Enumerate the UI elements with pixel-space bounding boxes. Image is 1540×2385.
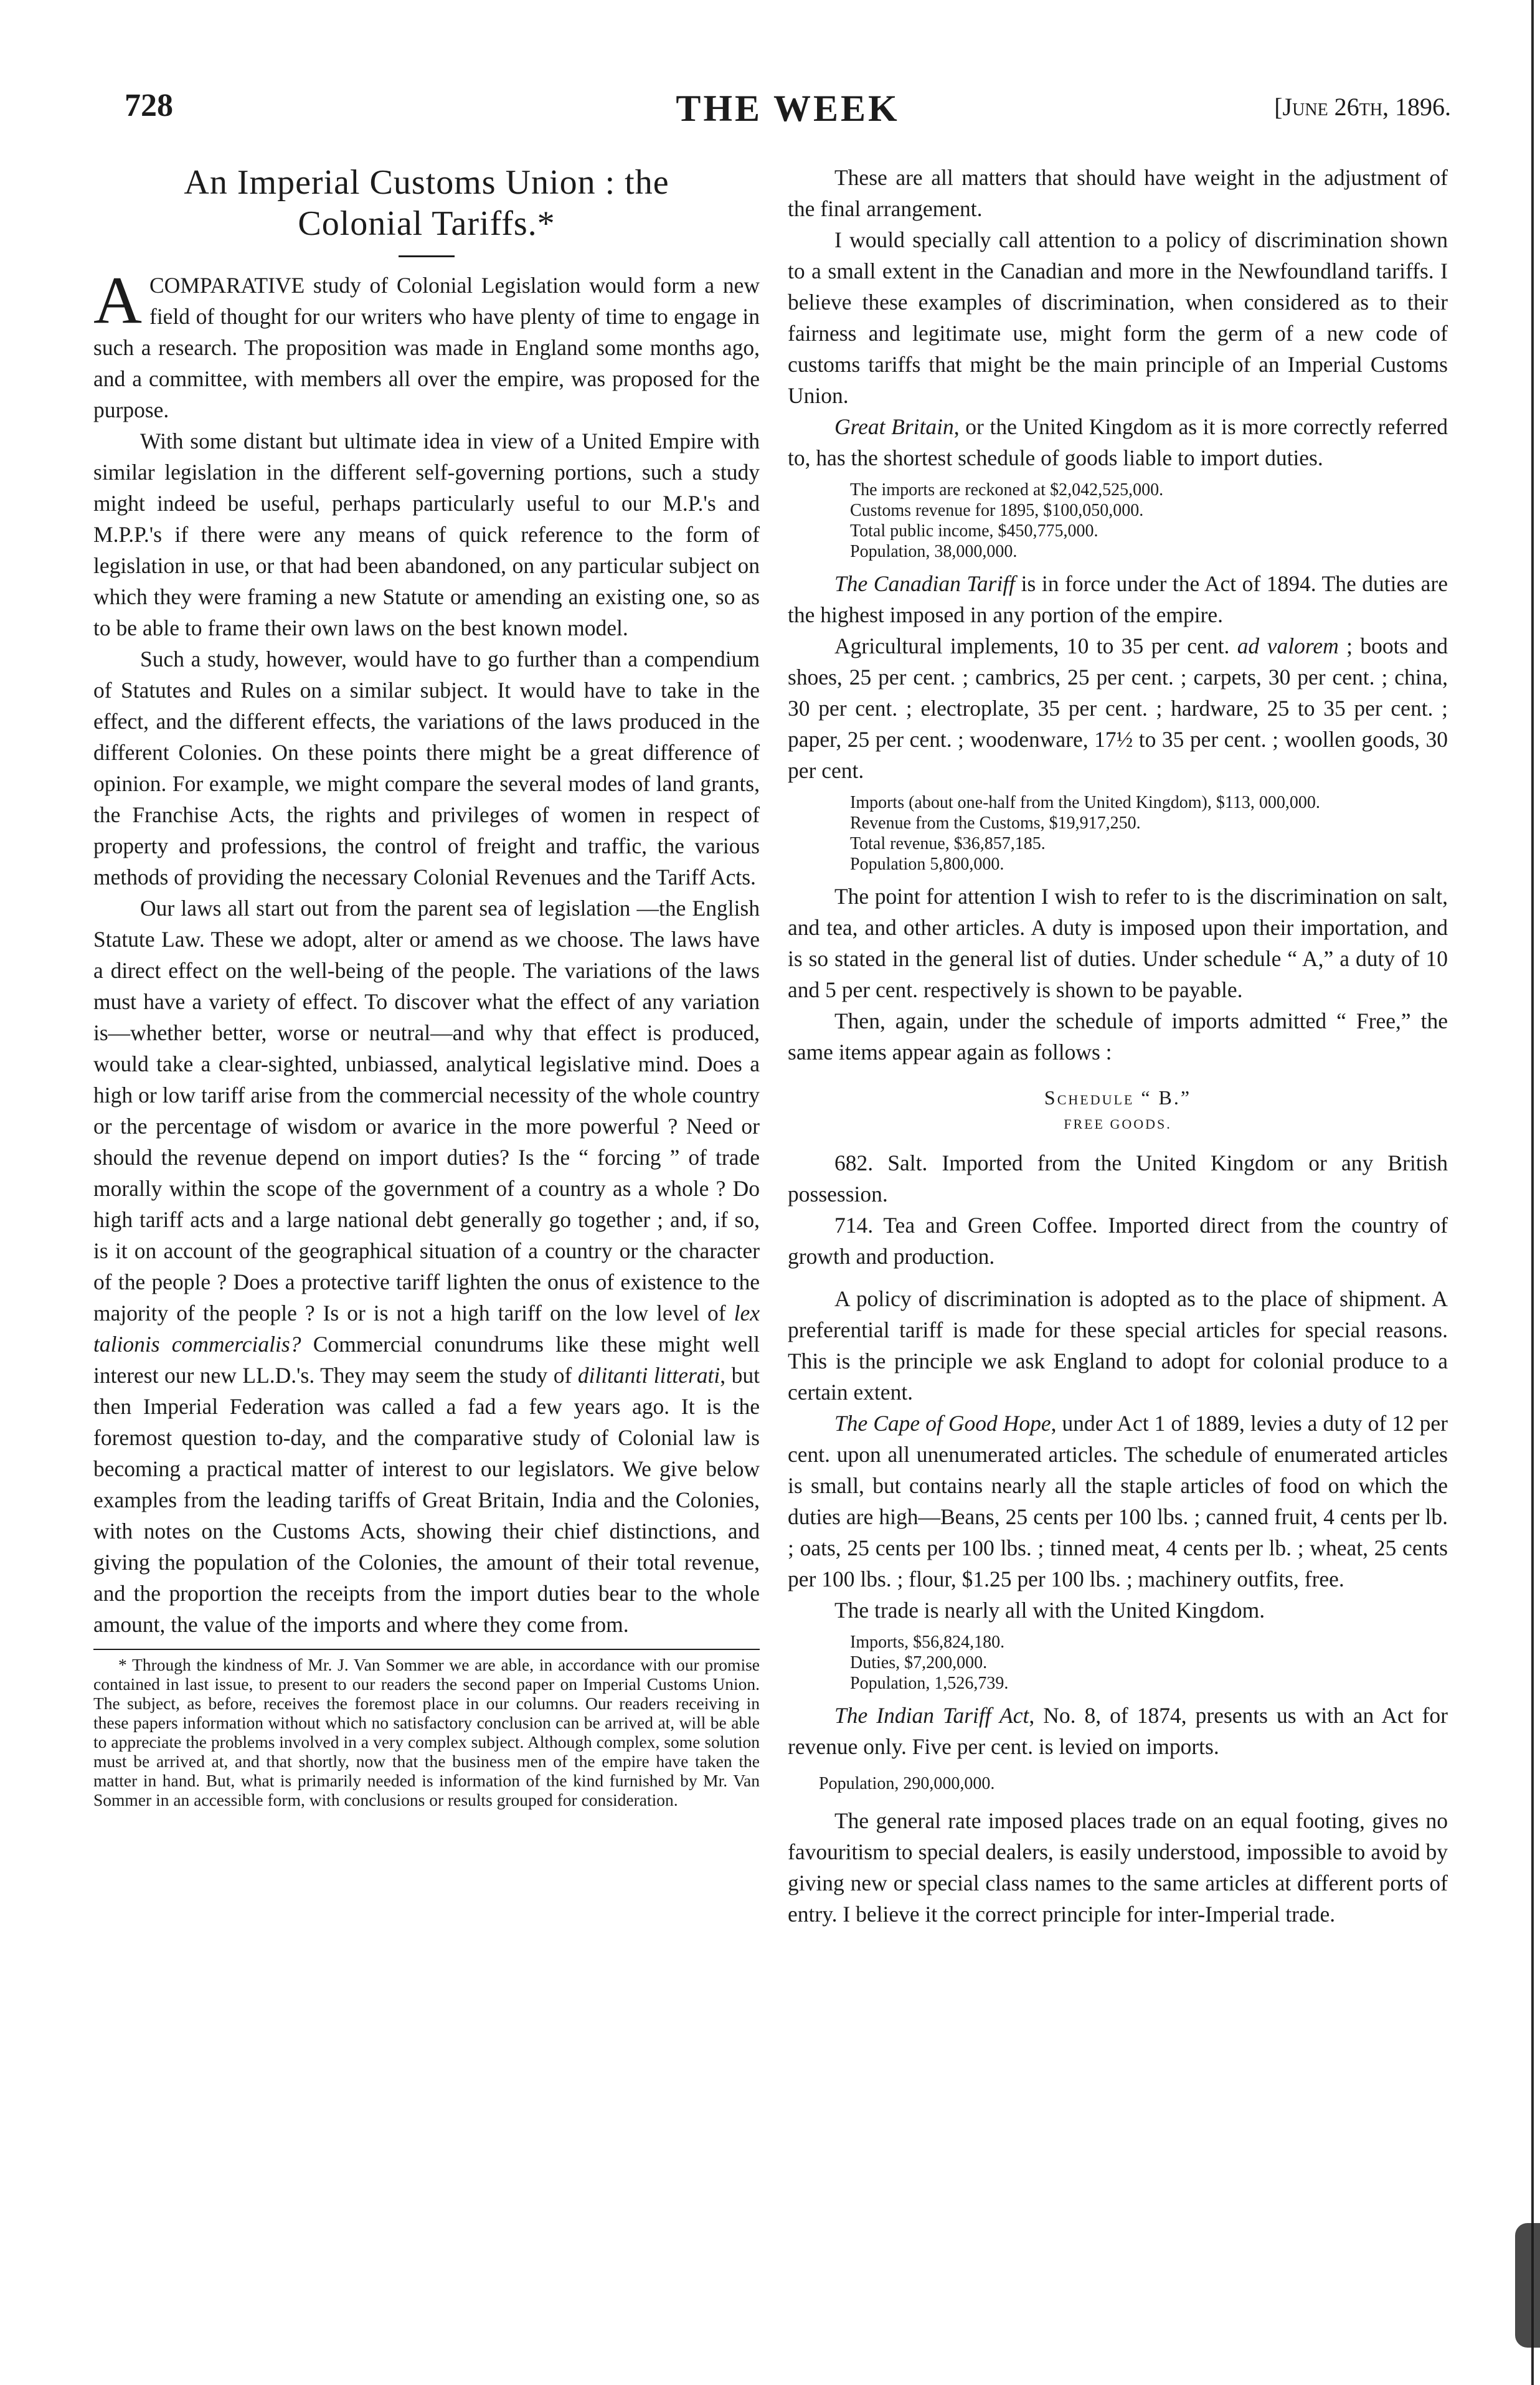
page-edge-smudge [1515,2223,1540,2348]
issue-date: [June 26th, 1896. [1274,93,1451,121]
schedule-item-682: 682. Salt. Imported from the United Kingdom or any British possession. [788,1150,1448,1207]
great-britain-stats [850,480,1448,562]
publication-title: THE WEEK [676,88,900,129]
stat-line: Duties, $7,200,000. [850,1653,988,1672]
page-edge-line [1531,0,1534,2385]
paragraph-text: COMPARATIVE study of Colonial Legislation would form a new field of thought for our writers who have plenty of time to engage in such a research. The proposition was made in England some months ago, and a committee, with members all over the empire, was proposed for the purpose. [93,273,760,422]
paragraph-india [788,1700,1448,1762]
italic-phrase: The Canadian Tariff [834,571,1016,596]
headline-rule [399,255,455,257]
schedule-item-714: 714. Tea and Green Coffee. Imported direct from the country of growth and production. [788,1213,1448,1269]
page-number: 728 [125,88,173,123]
paragraph: Then, again, under the schedule of imports admitted “ Free,” the same items appear again as follows : [788,1008,1448,1064]
paragraph: I would specially call attention to a policy of discrimination shown to a small extent in the Canadian and more in the Newfoundland tariffs. I believe these examples of discrimination, when considered as to their fairness and legitimate use, might form the germ of a new code of customs tariffs that might be the main principle of an Imperial Customs Union. [788,227,1448,408]
paragraph-text: Our laws all start out from the parent sea of legislation —the English Statute Law. These we adopt, alter or amend as we choose. The laws have a direct effect on the well-being of the people. The variations of the laws must have a variety of effect. To discover what the effect of any variation is—whether better, worse or neutral—and why that effect is produced, would take a clear-sighted, unbiassed, analytical legislative mind. Does a high or low tariff arise from the commercial necessity of the whole country or the percentage of wisdom or avarice in the more powerful ? Need or should the revenue depend on import duties? Is the “ forcing ” of trade morally within the scope of the government of a country as a whole ? Do high tariff acts and a large national debt generally go together ; and, if so, is it on account of the geographical situation of a country or the character of the people ? Does a protective tariff lighten the onus of existence to the majority of the people ? Is or is not a high tariff on the low level of [93,896,760,1325]
stat-line: Population 5,800,000. [850,855,1004,874]
paragraph-text: , but then Imperial Federation was called a fad a few years ago. It is the foremost question to-day, and the comparative study of Colonial law is becoming a practical matter of interest to our legislators. We give below examples from the leading tariffs of Great Britain, India and the Colonies, with notes on the Customs Acts, showing their chief distinctions, and giving the population of the Colonies, the amount of their total revenue, and the proportion the receipts from the import duties bear to the whole amount, the value of the imports and where they come from. [93,1363,760,1637]
stat-line: Population, 1,526,739. [850,1674,1009,1693]
paragraph-canada [788,568,1448,630]
stat-line: Customs revenue for 1895, $100,050,000. [850,501,1144,520]
paragraph-text: , under Act 1 of 1889, levies a duty of 12 per cent. upon all unenumerated articles. The schedule of enumerated articles is small, but contains nearly all the staple articles of food on which the duties are high—Beans, 25 cents per 100 lbs. ; canned fruit, 4 cents per lb. ; oats, 25 cents per 100 lbs. ; tinned meat, 4 cents per lb. ; wheat, 25 cents per 100 lbs. ; flour, $1.25 per 100 lbs. ; machinery outfits, free. [788,1411,1448,1591]
schedule-title: Schedule “ B.” [1044,1086,1192,1109]
paragraph: Such a study, however, would have to go further than a compendium of Statutes and Rules on a similar subject. It would have to take in the effect, and the different effects, the variations of the laws produced in the different Colonies. On these points there might be a great difference of opinion. For example, we might compare the several modes of land grants, the Franchise Acts, the rights and privileges of women in respect of property and professions, the control of freight and traffic, the various methods of providing the necessary Colonial Revenues and the Tariff Acts. [93,647,760,889]
paragraph-text: , or the United Kingdom as it is more correctly referred to, has the shortest schedule of goods liable to import duties. [788,414,1448,470]
paragraph: The point for attention I wish to refer to is the discrimination on salt, and tea, and other articles. A duty is imposed upon their importation, and is so stated in the general list of duties. Under schedule “ A,” a duty of 10 and 5 per cent. respectively is shown to be payable. [788,884,1448,1002]
stat-line: Revenue from the Customs, $19,917,250. [850,813,1141,833]
italic-phrase: The Cape of Good Hope [834,1411,1051,1436]
paragraph-canada-duties [788,630,1448,786]
headline-line-2: Colonial Tariffs.* [298,204,555,243]
india-population: Population, 290,000,000. [819,1774,995,1793]
paragraph-text: Commercial conundrums like these might well interest our new LL.D.'s. They may seem the study of [93,1332,760,1388]
italic-phrase: dilitanti litterati [577,1363,720,1388]
paragraph: A policy of discrimination is adopted as to the place of shipment. A preferential tariff is made for these special articles for special reasons. This is the principle we ask England to adopt for colonial produce to a certain extent. [788,1286,1448,1405]
paragraph-great-britain [788,411,1448,473]
italic-phrase: Great Britain [834,414,954,439]
stat-line: The imports are reckoned at $2,042,525,000. [850,480,1164,500]
left-column [93,162,760,1809]
paragraph-cape [788,1408,1448,1595]
paragraph-text: , No. 8, of 1874, presents us with an Act for revenue only. Five per cent. is levied on imports. [788,1703,1448,1759]
cape-stats [850,1632,1448,1694]
paragraph-text: Agricultural implements, 10 to 35 per cent. [834,633,1230,658]
stat-line: Population, 38,000,000. [850,542,1018,561]
article-headline [93,162,760,244]
paragraph-text: is in force under the Act of 1894. The duties are the highest imposed in any portion of the empire. [788,571,1448,627]
paragraph [93,893,760,1640]
footnote: * Through the kindness of Mr. J. Van Sommer we are able, in accordance with our promise contained in last issue, to present to our readers the second paper on Imperial Customs Union. The subject, as before, receives the foremost place in our columns. Our readers receiving in these papers information without which no satisfactory conclusion can be arrived at, will be able to appreciate the problems involved in a very complex subject. Although complex, some solution must be arrived at, and that shortly, now that the business men of the empire have taken the matter in hand. But, what is primarily needed is information of the kind furnished by Mr. Van Sommer in an accessible form, with conclusions or results grouped for consideration. [93,1655,760,1809]
masthead [125,87,1451,137]
paragraph: The general rate imposed places trade on an equal footing, gives no favouritism to special dealers, is easily understood, impossible to avoid by giving new or special class names to the same articles at different ports of entry. I believe it the correct principle for inter-Imperial trade. [788,1808,1448,1927]
stat-line: Imports (about one-half from the United Kingdom), $113, 000,000. [850,793,1320,812]
italic-phrase: The Indian Tariff Act [834,1703,1029,1728]
stat-line: Imports, $56,824,180. [850,1633,1005,1652]
italic-phrase: ad valorem [1237,633,1339,658]
schedule-subtitle: FREE GOODS. [1064,1116,1172,1132]
canada-stats [788,792,1448,875]
paragraph: With some distant but ultimate idea in view of a United Empire with similar legislation in the different self-governing portions, such a study might indeed be useful, perhaps particularly useful to our M.P.'s and M.P.P.'s if there were any means of quick reference to the form of legislation in use, or that had been abandoned, on any particular subject on which they were framing a new Statute or amending an existing one, so as to be able to frame their own laws on the best known model. [93,429,760,640]
paragraph-text: ; boots and shoes, 25 per cent. ; cambrics, 25 per cent. ; carpets, 30 per cent. ; china, 30 per cent. ; electroplate, 35 per cent. ; hardware, 25 to 35 per cent. ; paper, 25 per cent. ; woodenware, 17½ to 35 per cent. ; woollen goods, 30 per cent. [788,633,1448,783]
right-column [788,162,1448,1930]
paragraph-intro [93,263,760,425]
stat-line: Total public income, $450,775,000. [850,521,1098,541]
paragraph: These are all matters that should have weight in the adjustment of the final arrangement. [788,165,1448,221]
headline-line-1: An Imperial Customs Union : the [184,163,669,202]
paragraph: The trade is nearly all with the United Kingdom. [834,1598,1265,1623]
italic-phrase: lex talionis commercialis? [93,1301,760,1357]
stat-line: Total revenue, $36,857,185. [850,834,1046,853]
footnote-rule [93,1649,760,1650]
drop-cap: A [93,263,142,338]
